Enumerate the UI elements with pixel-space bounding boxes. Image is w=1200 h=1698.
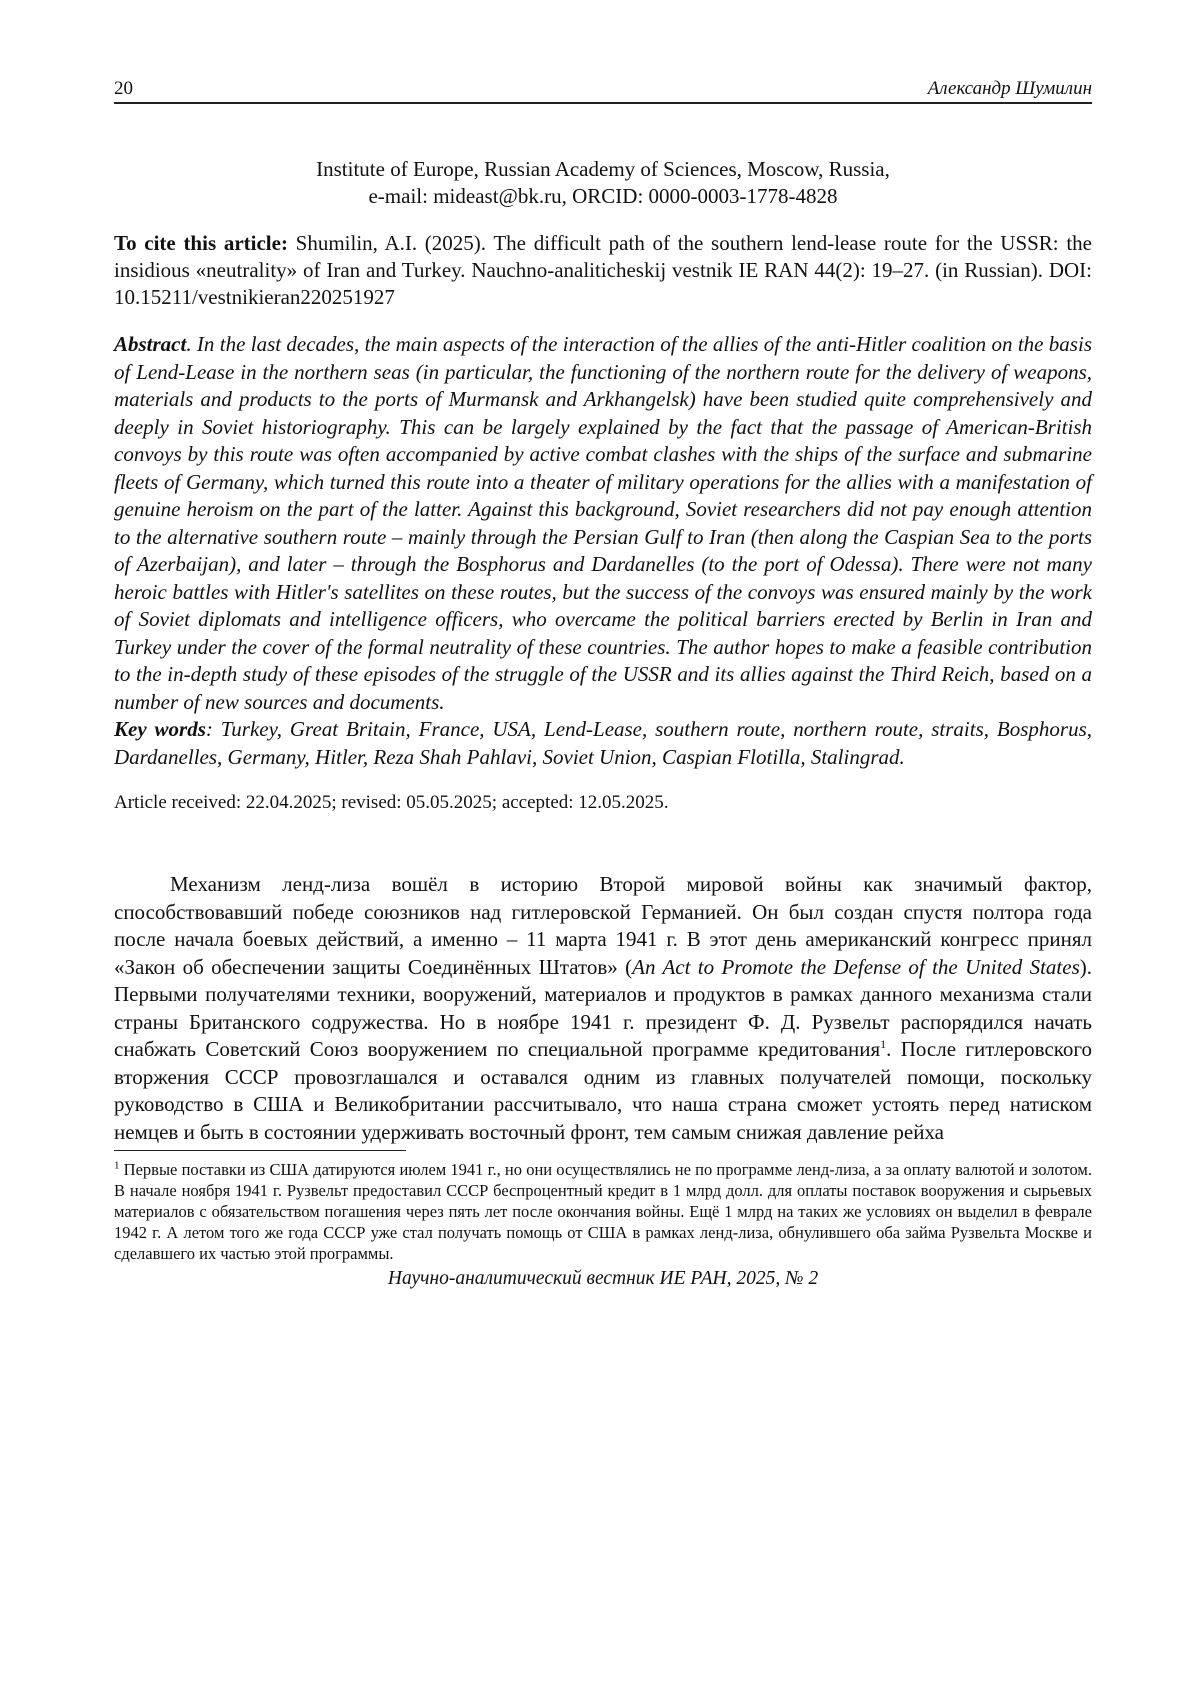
affiliation: [114, 156, 1092, 210]
abstract: [114, 331, 1092, 716]
abstract-text: . In the last decades, the main aspects of the interaction of the allies of the anti-Hitler coalition on the basis of Lend-Lease in the northern seas (in particular, the functioning of the northern route for the delivery of weapons, materials and products to the ports of Murmansk and Arkhangelsk) have been studied quite comprehensively and deeply in Soviet historiography. This can be largely explained by the fact that the passage of American-British convoys by this route was often accompanied by active combat clashes with the ships of the surface and submarine fleets of Germany, which turned this route into a theater of military operations for the allies with a manifestation of genuine heroism on the part of the latter. Against this background, Soviet researchers did not pay enough attention to the alternative southern route – mainly through the Persian Gulf to Iran (then along the Caspian Sea to the ports of Azerbaijan), and later – through the Bosphorus and Dardanelles (to the port of Odessa). There were not many heroic battles with Hitler's satellites on these routes, but the success of the convoys was ensured mainly by the work of Soviet diplomats and intelligence officers, who overcame the political barriers erected by Berlin in Iran and Turkey under the cover of the formal neutrality of these countries. The author hopes to make a feasible contribution to the in-depth study of these episodes of the struggle of the USSR and its allies against the Third Reich, based on a number of new sources and documents.: [114, 332, 1092, 714]
keywords-label: Key words: [114, 717, 206, 741]
citation-block: [114, 230, 1092, 311]
page-number: 20: [114, 78, 133, 99]
body-text-1: Механизм ленд-лиза вошёл в историю Второй мировой войны как значимый фактор, способствовавший победе союзников над гитлеровской Германией. Он был создан спустя полтора года после начала боевых действий, а именно – 11 марта 1941 г. В этот день американский конгресс принял «Закон об обеспечении защиты Соединённых Штатов» (: [114, 872, 1092, 979]
keywords-text: : Turkey, Great Britain, France, USA, Lend-Lease, southern route, northern route, straits, Bosphorus, Dardanelles, Germany, Hitler, Reza Shah Pahlavi, Soviet Union, Caspian Flotilla, Stalingrad.: [114, 717, 1093, 769]
journal-footer: Научно-аналитический вестник ИЕ РАН, 2025, № 2: [387, 1268, 819, 1289]
citation-text: Shumilin, A.I. (2025). The difficult path of the southern lend-lease route for the USSR: the insidious «neutrality» of Iran and Turkey. Nauchno-analiticheskij vestnik IE RAN 44(2): 19–27. (in Russian). DOI: 10.15211/vestnikieran220251927: [114, 231, 1092, 309]
running-author: Александр Шумилин: [927, 78, 1092, 99]
body-text-3: . После гитлеровского вторжения СССР провозглашался и оставался одним из главных получателей помощи, поскольку руководство в США и Великобритании рассчитывало, что наша страна сможет устоять перед натиском немцев и быть в состоянии удерживать восточный фронт, тем самым снижая давление рейха: [114, 1037, 1092, 1144]
abstract-label: Abstract: [114, 332, 187, 356]
article-dates: Article received: 22.04.2025; revised: 05.05.2025; accepted: 12.05.2025.: [114, 792, 669, 813]
act-title: An Act to Promote the Defense of the United States: [632, 954, 1080, 979]
page: [114, 78, 1092, 1290]
affiliation-institution: Institute of Europe, Russian Academy of Sciences, Moscow, Russia,: [316, 157, 890, 181]
keywords: [114, 716, 1092, 771]
body-paragraph: [114, 871, 1092, 1146]
footnote-reference[interactable]: 1: [880, 1037, 887, 1051]
footnote: [114, 1159, 1092, 1264]
running-header: [114, 78, 1092, 104]
footnote-divider: [114, 1150, 406, 1151]
footnote-number: 1: [114, 1159, 120, 1172]
citation-label: To cite this article:: [114, 231, 288, 255]
affiliation-contact: e-mail: mideast@bk.ru, ORCID: 0000-0003-1778-4828: [368, 184, 838, 208]
footnote-text: Первые поставки из США датируются июлем 1941 г., но они осуществлялись не по программе ленд-лиза, а за оплату валютой и золотом. В начале ноября 1941 г. Рузвельт предоставил СССР беспроцентный кредит в 1 млрд долл. для оплаты поставок вооружения и сырьевых материалов с обязательством погашения через пять лет после окончания войны. Ещё 1 млрд на таких же условиях он выделил в феврале 1942 г. А летом того же года СССР уже стал получать помощь от США в рамках ленд-лиза, обнулившего оба займа Рузвельта Москве и сделавшего их частью этой программы.: [114, 1160, 1092, 1263]
body-text-2: ). Первыми получателями техники, вооружений, материалов и продуктов в рамках данного механизма стали страны Британского содружества. Но в ноябре 1941 г. президент Ф. Д. Рузвельт распорядился начать снабжать Советский Союз вооружением по специальной программе кредитования: [114, 954, 1093, 1061]
